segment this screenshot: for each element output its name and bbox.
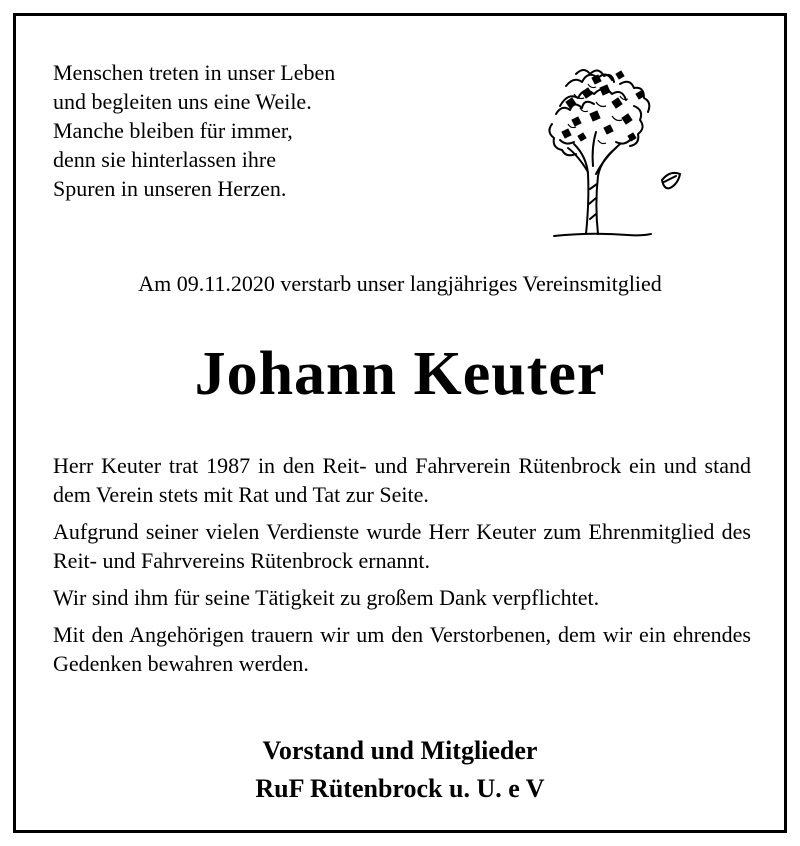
poem-line: denn sie hinterlassen ihre — [53, 147, 276, 172]
signature-line-board: Vorstand und Mitglieder — [262, 736, 538, 765]
poem — [53, 58, 473, 203]
poem-line: Spuren in unseren Herzen. — [53, 176, 287, 201]
paragraph: Herr Keuter trat 1987 in den Reit- und Fahrverein Rütenbrock ein und stand dem Verein stets mit Rat und Tat zur Seite. — [53, 453, 751, 507]
death-announcement: Am 09.11.2020 verstarb unser langjähriges Vereinsmitglied — [138, 271, 662, 296]
body-text — [53, 451, 751, 686]
poem-line: und begleiten uns eine Weile. — [53, 89, 312, 114]
poem-line: Manche bleiben für immer, — [53, 118, 293, 143]
obituary-frame — [13, 13, 787, 833]
poem-line: Menschen treten in unser Leben — [53, 60, 336, 85]
tree-icon — [516, 44, 696, 244]
signature-line-club: RuF Rütenbrock u. U. e V — [255, 774, 545, 803]
paragraph: Mit den Angehörigen trauern wir um den Verstorbenen, dem wir ein ehrendes Gedenken bewahren werden. — [53, 622, 751, 676]
paragraph: Wir sind ihm für seine Tätigkeit zu großem Dank verpflichtet. — [53, 585, 600, 610]
signature — [16, 732, 784, 808]
paragraph: Aufgrund seiner vielen Verdienste wurde Herr Keuter zum Ehrenmitglied des Reit- und Fahrvereins Rütenbrock ernannt. — [53, 519, 751, 573]
deceased-name: Johann Keuter — [194, 340, 606, 408]
